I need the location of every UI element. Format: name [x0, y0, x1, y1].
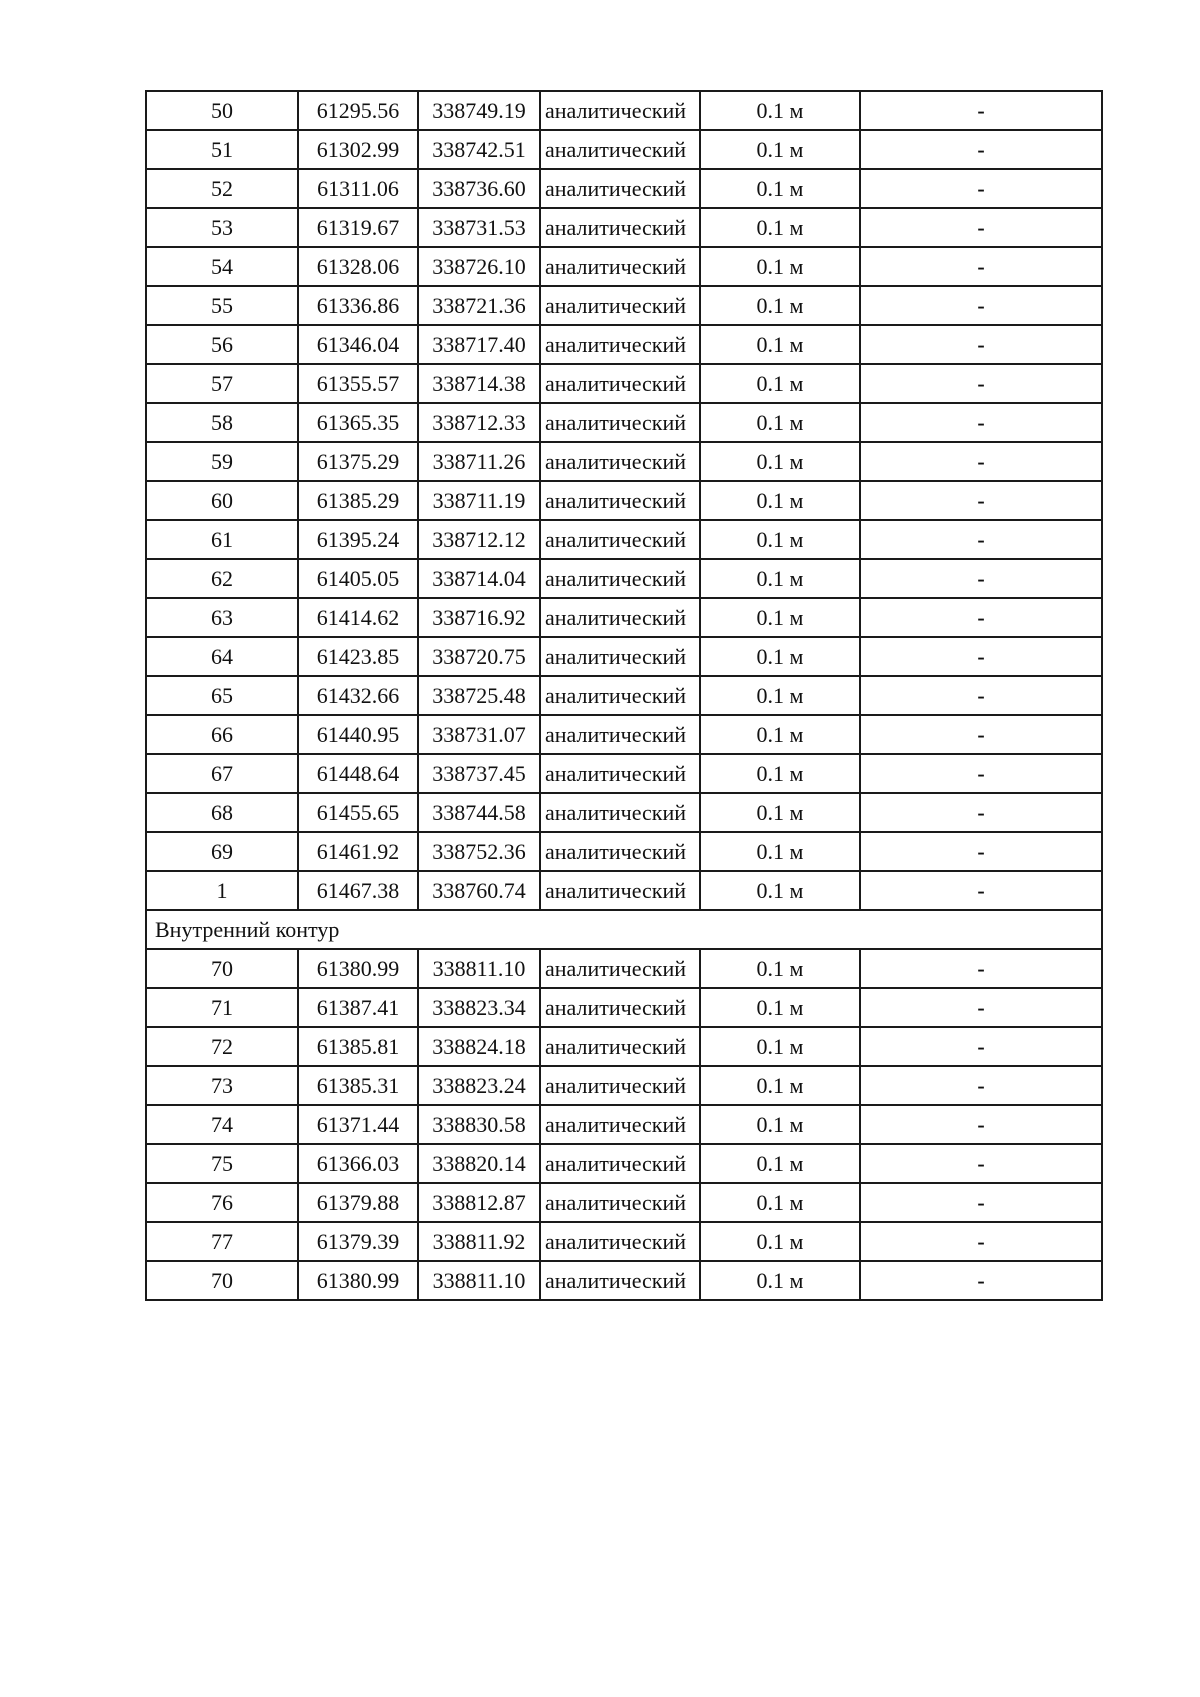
coord-y-cell: 338721.36: [418, 286, 540, 325]
note-cell: -: [860, 1183, 1102, 1222]
table-row: [146, 715, 1102, 754]
point-number-cell: 70: [146, 949, 298, 988]
table-row: [146, 1183, 1102, 1222]
table-row: [146, 325, 1102, 364]
accuracy-cell: 0.1 м: [700, 130, 860, 169]
point-number-cell: 77: [146, 1222, 298, 1261]
point-number-cell: 73: [146, 1066, 298, 1105]
method-cell: аналитический: [540, 793, 700, 832]
table-row: [146, 949, 1102, 988]
coord-x-cell: 61395.24: [298, 520, 418, 559]
coord-y-cell: 338714.38: [418, 364, 540, 403]
method-cell: аналитический: [540, 1261, 700, 1300]
accuracy-cell: 0.1 м: [700, 247, 860, 286]
point-number-cell: 57: [146, 364, 298, 403]
coord-x-cell: 61455.65: [298, 793, 418, 832]
coord-y-cell: 338711.19: [418, 481, 540, 520]
accuracy-cell: 0.1 м: [700, 754, 860, 793]
inner-contour-header: [146, 910, 1102, 949]
coord-y-cell: 338712.33: [418, 403, 540, 442]
point-number-cell: 52: [146, 169, 298, 208]
coord-x-cell: 61295.56: [298, 91, 418, 130]
coord-y-cell: 338749.19: [418, 91, 540, 130]
table-row: [146, 871, 1102, 910]
accuracy-cell: 0.1 м: [700, 1222, 860, 1261]
coord-y-cell: 338760.74: [418, 871, 540, 910]
note-cell: -: [860, 1105, 1102, 1144]
note-cell: -: [860, 442, 1102, 481]
method-cell: аналитический: [540, 598, 700, 637]
table-row: [146, 793, 1102, 832]
coord-x-cell: 61379.39: [298, 1222, 418, 1261]
coord-x-cell: 61379.88: [298, 1183, 418, 1222]
table-row: [146, 832, 1102, 871]
coord-y-cell: 338811.10: [418, 949, 540, 988]
coord-x-cell: 61311.06: [298, 169, 418, 208]
accuracy-cell: 0.1 м: [700, 676, 860, 715]
coord-y-cell: 338726.10: [418, 247, 540, 286]
method-cell: аналитический: [540, 715, 700, 754]
table-row: [146, 754, 1102, 793]
point-number-cell: 53: [146, 208, 298, 247]
point-number-cell: 64: [146, 637, 298, 676]
method-cell: аналитический: [540, 559, 700, 598]
accuracy-cell: 0.1 м: [700, 481, 860, 520]
coord-x-cell: 61448.64: [298, 754, 418, 793]
point-number-cell: 58: [146, 403, 298, 442]
coord-x-cell: 61432.66: [298, 676, 418, 715]
note-cell: -: [860, 871, 1102, 910]
accuracy-cell: 0.1 м: [700, 598, 860, 637]
point-number-cell: 65: [146, 676, 298, 715]
note-cell: -: [860, 364, 1102, 403]
table-row: [146, 169, 1102, 208]
point-number-cell: 71: [146, 988, 298, 1027]
table-row: [146, 559, 1102, 598]
point-number-cell: 51: [146, 130, 298, 169]
accuracy-cell: 0.1 м: [700, 1027, 860, 1066]
point-number-cell: 67: [146, 754, 298, 793]
method-cell: аналитический: [540, 988, 700, 1027]
table-row: [146, 1105, 1102, 1144]
method-cell: аналитический: [540, 91, 700, 130]
table-row: [146, 520, 1102, 559]
note-cell: -: [860, 1027, 1102, 1066]
method-cell: аналитический: [540, 1027, 700, 1066]
coord-y-cell: 338725.48: [418, 676, 540, 715]
method-cell: аналитический: [540, 286, 700, 325]
point-number-cell: 55: [146, 286, 298, 325]
coord-x-cell: 61385.81: [298, 1027, 418, 1066]
note-cell: -: [860, 1144, 1102, 1183]
method-cell: аналитический: [540, 676, 700, 715]
note-cell: -: [860, 988, 1102, 1027]
table-row: [146, 364, 1102, 403]
coord-y-cell: 338712.12: [418, 520, 540, 559]
section-label: Внутренний контур: [146, 910, 1102, 949]
coord-y-cell: 338811.92: [418, 1222, 540, 1261]
coord-x-cell: 61346.04: [298, 325, 418, 364]
coord-y-cell: 338711.26: [418, 442, 540, 481]
point-number-cell: 1: [146, 871, 298, 910]
coord-x-cell: 61328.06: [298, 247, 418, 286]
method-cell: аналитический: [540, 949, 700, 988]
table-row: [146, 481, 1102, 520]
note-cell: -: [860, 325, 1102, 364]
table-row: [146, 598, 1102, 637]
note-cell: -: [860, 559, 1102, 598]
note-cell: -: [860, 208, 1102, 247]
method-cell: аналитический: [540, 325, 700, 364]
accuracy-cell: 0.1 м: [700, 988, 860, 1027]
coord-y-cell: 338812.87: [418, 1183, 540, 1222]
note-cell: -: [860, 520, 1102, 559]
coord-x-cell: 61414.62: [298, 598, 418, 637]
inner-contour-rows: [146, 949, 1102, 1300]
coord-y-cell: 338731.07: [418, 715, 540, 754]
point-number-cell: 59: [146, 442, 298, 481]
coord-y-cell: 338830.58: [418, 1105, 540, 1144]
note-cell: -: [860, 754, 1102, 793]
section-row: [146, 910, 1102, 949]
method-cell: аналитический: [540, 1183, 700, 1222]
accuracy-cell: 0.1 м: [700, 364, 860, 403]
accuracy-cell: 0.1 м: [700, 442, 860, 481]
coord-y-cell: 338714.04: [418, 559, 540, 598]
coord-x-cell: 61440.95: [298, 715, 418, 754]
coord-x-cell: 61387.41: [298, 988, 418, 1027]
coord-y-cell: 338744.58: [418, 793, 540, 832]
table-row: [146, 1261, 1102, 1300]
table-row: [146, 286, 1102, 325]
note-cell: -: [860, 169, 1102, 208]
method-cell: аналитический: [540, 481, 700, 520]
table-row: [146, 208, 1102, 247]
accuracy-cell: 0.1 м: [700, 871, 860, 910]
coord-y-cell: 338737.45: [418, 754, 540, 793]
coord-x-cell: 61385.31: [298, 1066, 418, 1105]
method-cell: аналитический: [540, 520, 700, 559]
accuracy-cell: 0.1 м: [700, 1105, 860, 1144]
method-cell: аналитический: [540, 871, 700, 910]
method-cell: аналитический: [540, 1066, 700, 1105]
accuracy-cell: 0.1 м: [700, 325, 860, 364]
note-cell: -: [860, 481, 1102, 520]
method-cell: аналитический: [540, 1222, 700, 1261]
point-number-cell: 60: [146, 481, 298, 520]
table-row: [146, 1066, 1102, 1105]
note-cell: -: [860, 286, 1102, 325]
method-cell: аналитический: [540, 1105, 700, 1144]
outer-contour-rows: [146, 91, 1102, 910]
coord-y-cell: 338811.10: [418, 1261, 540, 1300]
note-cell: -: [860, 676, 1102, 715]
accuracy-cell: 0.1 м: [700, 286, 860, 325]
accuracy-cell: 0.1 м: [700, 91, 860, 130]
note-cell: -: [860, 598, 1102, 637]
coordinates-table: [145, 90, 1103, 1301]
accuracy-cell: 0.1 м: [700, 832, 860, 871]
accuracy-cell: 0.1 м: [700, 1261, 860, 1300]
method-cell: аналитический: [540, 130, 700, 169]
coord-x-cell: 61423.85: [298, 637, 418, 676]
note-cell: -: [860, 130, 1102, 169]
accuracy-cell: 0.1 м: [700, 169, 860, 208]
table-row: [146, 91, 1102, 130]
table-row: [146, 988, 1102, 1027]
point-number-cell: 66: [146, 715, 298, 754]
coord-x-cell: 61380.99: [298, 1261, 418, 1300]
coord-x-cell: 61375.29: [298, 442, 418, 481]
note-cell: -: [860, 637, 1102, 676]
accuracy-cell: 0.1 м: [700, 403, 860, 442]
point-number-cell: 63: [146, 598, 298, 637]
point-number-cell: 56: [146, 325, 298, 364]
accuracy-cell: 0.1 м: [700, 520, 860, 559]
note-cell: -: [860, 793, 1102, 832]
coord-x-cell: 61461.92: [298, 832, 418, 871]
table-row: [146, 247, 1102, 286]
coord-x-cell: 61405.05: [298, 559, 418, 598]
point-number-cell: 70: [146, 1261, 298, 1300]
method-cell: аналитический: [540, 208, 700, 247]
accuracy-cell: 0.1 м: [700, 1144, 860, 1183]
point-number-cell: 76: [146, 1183, 298, 1222]
coord-y-cell: 338824.18: [418, 1027, 540, 1066]
note-cell: -: [860, 1222, 1102, 1261]
note-cell: -: [860, 715, 1102, 754]
method-cell: аналитический: [540, 1144, 700, 1183]
coord-x-cell: 61319.67: [298, 208, 418, 247]
coord-x-cell: 61336.86: [298, 286, 418, 325]
table-row: [146, 442, 1102, 481]
point-number-cell: 72: [146, 1027, 298, 1066]
coord-y-cell: 338820.14: [418, 1144, 540, 1183]
table-row: [146, 1027, 1102, 1066]
method-cell: аналитический: [540, 754, 700, 793]
coord-x-cell: 61467.38: [298, 871, 418, 910]
accuracy-cell: 0.1 м: [700, 1066, 860, 1105]
note-cell: -: [860, 1066, 1102, 1105]
note-cell: -: [860, 247, 1102, 286]
accuracy-cell: 0.1 м: [700, 949, 860, 988]
point-number-cell: 74: [146, 1105, 298, 1144]
coord-y-cell: 338742.51: [418, 130, 540, 169]
accuracy-cell: 0.1 м: [700, 793, 860, 832]
method-cell: аналитический: [540, 169, 700, 208]
method-cell: аналитический: [540, 832, 700, 871]
point-number-cell: 62: [146, 559, 298, 598]
table-row: [146, 1222, 1102, 1261]
note-cell: -: [860, 91, 1102, 130]
point-number-cell: 50: [146, 91, 298, 130]
coord-x-cell: 61380.99: [298, 949, 418, 988]
coord-x-cell: 61355.57: [298, 364, 418, 403]
table-row: [146, 637, 1102, 676]
accuracy-cell: 0.1 м: [700, 1183, 860, 1222]
point-number-cell: 61: [146, 520, 298, 559]
coord-x-cell: 61302.99: [298, 130, 418, 169]
accuracy-cell: 0.1 м: [700, 208, 860, 247]
table-row: [146, 1144, 1102, 1183]
accuracy-cell: 0.1 м: [700, 637, 860, 676]
coord-y-cell: 338716.92: [418, 598, 540, 637]
coord-x-cell: 61366.03: [298, 1144, 418, 1183]
note-cell: -: [860, 832, 1102, 871]
method-cell: аналитический: [540, 442, 700, 481]
table-row: [146, 403, 1102, 442]
method-cell: аналитический: [540, 364, 700, 403]
method-cell: аналитический: [540, 403, 700, 442]
table-row: [146, 130, 1102, 169]
coord-y-cell: 338823.24: [418, 1066, 540, 1105]
coord-y-cell: 338823.34: [418, 988, 540, 1027]
coord-y-cell: 338736.60: [418, 169, 540, 208]
coord-y-cell: 338752.36: [418, 832, 540, 871]
note-cell: -: [860, 403, 1102, 442]
point-number-cell: 69: [146, 832, 298, 871]
coord-x-cell: 61371.44: [298, 1105, 418, 1144]
coord-y-cell: 338731.53: [418, 208, 540, 247]
method-cell: аналитический: [540, 637, 700, 676]
accuracy-cell: 0.1 м: [700, 559, 860, 598]
coord-x-cell: 61365.35: [298, 403, 418, 442]
note-cell: -: [860, 1261, 1102, 1300]
coord-y-cell: 338717.40: [418, 325, 540, 364]
accuracy-cell: 0.1 м: [700, 715, 860, 754]
point-number-cell: 75: [146, 1144, 298, 1183]
note-cell: -: [860, 949, 1102, 988]
coord-x-cell: 61385.29: [298, 481, 418, 520]
coord-y-cell: 338720.75: [418, 637, 540, 676]
table-row: [146, 676, 1102, 715]
point-number-cell: 54: [146, 247, 298, 286]
method-cell: аналитический: [540, 247, 700, 286]
point-number-cell: 68: [146, 793, 298, 832]
